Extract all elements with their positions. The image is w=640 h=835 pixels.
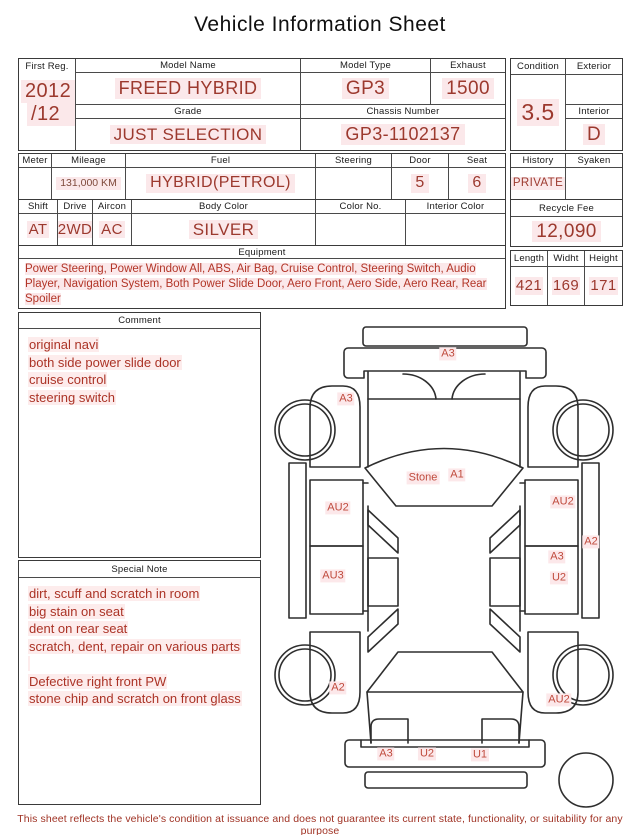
aircon-header: Aircon — [92, 199, 132, 214]
recycle-fee-value: 12,090 — [510, 216, 623, 247]
left-front-door-grade: AU2 — [327, 501, 349, 514]
right-rear-fender-grade: AU2 — [548, 693, 570, 706]
disclaimer-text: This sheet reflects the vehicle's condition at issuance and does not guarantee its current state, functionality, or suitability for any purpose — [17, 813, 623, 835]
special-note-line: scratch, dent, repair on various parts — [29, 638, 240, 654]
steering-value — [315, 167, 392, 200]
interior-header: Interior — [565, 104, 623, 119]
first-reg-value: 2012 /12 — [19, 80, 75, 126]
history-header: History — [510, 153, 566, 168]
first-reg-cell — [18, 58, 76, 151]
hood-windshield-shape — [365, 372, 523, 506]
car-diagram-svg — [265, 315, 640, 810]
right-rear-door-grade-1: A3 — [550, 550, 564, 563]
windshield-grade: A1 — [450, 468, 464, 481]
model-name-header: Model Name — [75, 58, 301, 73]
interior-color-value — [405, 213, 506, 246]
left-front-fender-grade: A3 — [339, 392, 353, 405]
right-sill-grade: A2 — [584, 535, 598, 548]
syaken-value — [565, 167, 623, 200]
fuel-header: Fuel — [125, 153, 316, 168]
special-note-body — [18, 577, 261, 805]
cabin-roof-shape — [368, 506, 520, 652]
comment-header: Comment — [18, 312, 261, 329]
special-note-header: Special Note — [18, 560, 261, 578]
comment-body — [18, 328, 261, 558]
equipment-header: Equipment — [18, 245, 506, 259]
grade-header: Grade — [75, 104, 301, 119]
car-damage-diagram — [265, 315, 640, 810]
special-note-line: big stain on seat — [29, 603, 124, 619]
chassis-number-header: Chassis Number — [300, 104, 506, 119]
mileage-header: Mileage — [51, 153, 126, 168]
interior-value: D — [565, 118, 623, 151]
comment-line: both side power slide door — [29, 354, 181, 370]
equipment-value: Power Steering, Power Window All, ABS, Air Bag, Cruise Control, Steering Switch, Audio Player, Navigation System, Both Power Slide Door, Aero Front, Aero Side, Aero Rear, Rear Spoiler — [18, 258, 506, 309]
left-body-side-shape — [275, 386, 368, 713]
shift-value: AT — [18, 213, 58, 246]
body-color-header: Body Color — [131, 199, 316, 214]
right-rear-door-grade-2: U2 — [551, 571, 567, 584]
exhaust-value: 1500 — [430, 72, 506, 105]
chassis-number-value: GP3-1102137 — [300, 118, 506, 151]
grade-value: JUST SELECTION — [75, 118, 301, 151]
exterior-value — [565, 74, 623, 105]
width-value: 169 — [547, 266, 585, 306]
history-value: PRIVATE — [510, 167, 566, 200]
steering-header: Steering — [315, 153, 392, 168]
right-body-side-shape — [520, 386, 613, 713]
first-reg-label: First Reg. — [25, 61, 69, 72]
special-note-line: stone chip and scratch on front glass — [29, 691, 241, 706]
spare-tire-shape — [559, 753, 613, 807]
color-no-header: Color No. — [315, 199, 406, 214]
length-value: 421 — [510, 266, 548, 306]
left-rear-door-grade: AU3 — [322, 569, 344, 582]
mileage-value: 131,000 KM — [51, 167, 126, 200]
aircon-value: AC — [92, 213, 132, 246]
model-name-value: FREED HYBRID — [75, 72, 301, 105]
door-value: 5 — [391, 167, 449, 200]
seat-header: Seat — [448, 153, 506, 168]
meter-header: Meter — [18, 153, 52, 168]
rear-section-shape — [345, 652, 545, 788]
left-rear-fender-grade: A2 — [331, 681, 345, 694]
comment-line: steering switch — [29, 389, 115, 405]
special-note-line: dent on rear seat — [29, 621, 128, 636]
special-note-line: dirt, scuff and scratch in room — [29, 586, 200, 601]
exhaust-header: Exhaust — [430, 58, 506, 73]
interior-color-header: Interior Color — [405, 199, 506, 214]
drive-value: 2WD — [57, 213, 93, 246]
model-type-value: GP3 — [300, 72, 431, 105]
right-front-door-grade: AU2 — [552, 495, 574, 508]
comment-line: original navi — [29, 337, 99, 352]
seat-value: 6 — [448, 167, 506, 200]
drive-header: Drive — [57, 199, 93, 214]
fuel-value: HYBRID(PETROL) — [125, 167, 316, 200]
color-no-value — [315, 213, 406, 246]
rear-bumper-grade-2: U2 — [419, 747, 435, 760]
model-type-header: Model Type — [300, 58, 431, 73]
door-header: Door — [391, 153, 449, 168]
height-value: 171 — [584, 266, 623, 306]
width-header: Widht — [547, 250, 585, 267]
exterior-header: Exterior — [565, 58, 623, 75]
rear-bumper-grade-3: U1 — [472, 748, 488, 761]
page-title: Vehicle Information Sheet — [194, 13, 446, 36]
rear-bumper-grade-1: A3 — [379, 747, 393, 760]
condition-header: Condition — [510, 58, 566, 75]
comment-line: cruise control — [29, 372, 107, 387]
front-bumper-grade: A3 — [441, 347, 455, 360]
length-header: Length — [510, 250, 548, 267]
special-note-line: Defective right front PW — [29, 673, 167, 689]
recycle-fee-header: Recycle Fee — [510, 199, 623, 217]
height-header: Height — [584, 250, 623, 267]
shift-header: Shift — [18, 199, 58, 214]
special-note-line — [28, 655, 251, 673]
meter-value — [18, 167, 52, 200]
windshield-note: Stone — [408, 471, 438, 484]
syaken-header: Syaken — [565, 153, 623, 168]
body-color-value: SILVER — [131, 213, 316, 246]
condition-value: 3.5 — [510, 74, 566, 151]
